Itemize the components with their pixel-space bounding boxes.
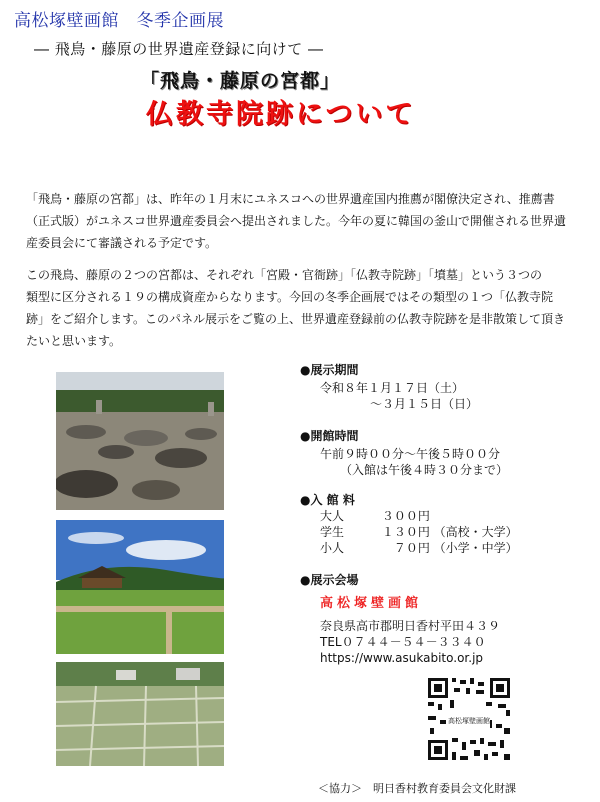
venue-name: 高松塚壁画館 [320, 596, 423, 611]
intro-line: 跡」をご紹介します。このパネル展示をご覧の上、世界遺産登録前の仏教寺院跡を是非散策して頂き [26, 312, 566, 326]
fee-row-student [320, 524, 518, 540]
fee-who: 大人 [320, 509, 345, 523]
fee-who: 学生 [320, 525, 345, 539]
fee-label: ●入 館 料 [300, 493, 355, 507]
footer-credit: ＜協力＞ 明日香村教育委員会文化財課 [318, 782, 516, 795]
fee-price: ７０円 [393, 541, 430, 555]
intro-line: 「飛鳥・藤原の宮都」は、昨年の１月末にユネスコへの世界遺産国内推薦が閣僚決定され、推薦書 [26, 192, 555, 206]
hours-last-entry: （入館は午後４時３０分まで） [340, 463, 509, 477]
fee-price: １３０円 [381, 525, 430, 539]
qr-caption: 高松塚壁画館 [448, 717, 490, 725]
fee-row-adult [320, 508, 430, 524]
fee-row-child [320, 540, 518, 556]
fee-price: ３００円 [381, 509, 430, 523]
photo-temple-foundation-stones [56, 372, 224, 510]
exhibition-theme: 「飛鳥・藤原の宮都」 [140, 70, 341, 92]
venue-address: 奈良県高市郡明日香村平田４３９ [320, 619, 501, 633]
venue-url[interactable]: https://www.asukabito.or.jp [320, 651, 484, 665]
hours-time: 午前９時００分～午後５時００分 [320, 447, 501, 461]
fee-note: （小学・中学） [433, 541, 518, 555]
qr-code[interactable] [426, 676, 512, 762]
intro-line: 類型に区分される１９の構成資産からなります。今回の冬季企画展ではその類型の１つ「仏教寺院 [26, 290, 554, 304]
photo-village-landscape [56, 520, 224, 654]
exhibition-title: 高松塚壁画館 冬季企画展 [14, 11, 224, 31]
fee-note: （高校・大学） [433, 525, 518, 539]
fee-who: 小人 [320, 541, 345, 555]
period-start: 令和８年１月１７日（土） [320, 381, 465, 395]
intro-line: たいと思います。 [26, 334, 122, 348]
venue-tel: TEL０７４４－５４－３３４０ [320, 635, 486, 649]
hours-label: ●開館時間 [300, 429, 359, 443]
intro-line: この飛鳥、藤原の２つの宮都は、それぞれ「宮殿・官衙跡」「仏教寺院跡」「墳墓」という３つの [26, 268, 543, 282]
intro-line: 産委員会にて審議される予定です。 [26, 236, 218, 250]
intro-line: （正式版）がユネスコ世界遺産委員会へ提出されました。今年の夏に韓国の釜山で開催される世界遺 [26, 214, 567, 228]
photo-excavation-site [56, 662, 224, 766]
exhibition-subtitle: ― 飛鳥・藤原の世界遺産登録に向けて ― [34, 40, 324, 58]
venue-label: ●展示会場 [300, 573, 359, 587]
intro-paragraph-2 [26, 264, 578, 352]
main-title: 仏教寺院跡について [146, 99, 416, 130]
period-label: ●展示期間 [300, 363, 359, 377]
intro-paragraph-1 [26, 188, 578, 254]
period-end: ～３月１５日（日） [370, 397, 479, 411]
